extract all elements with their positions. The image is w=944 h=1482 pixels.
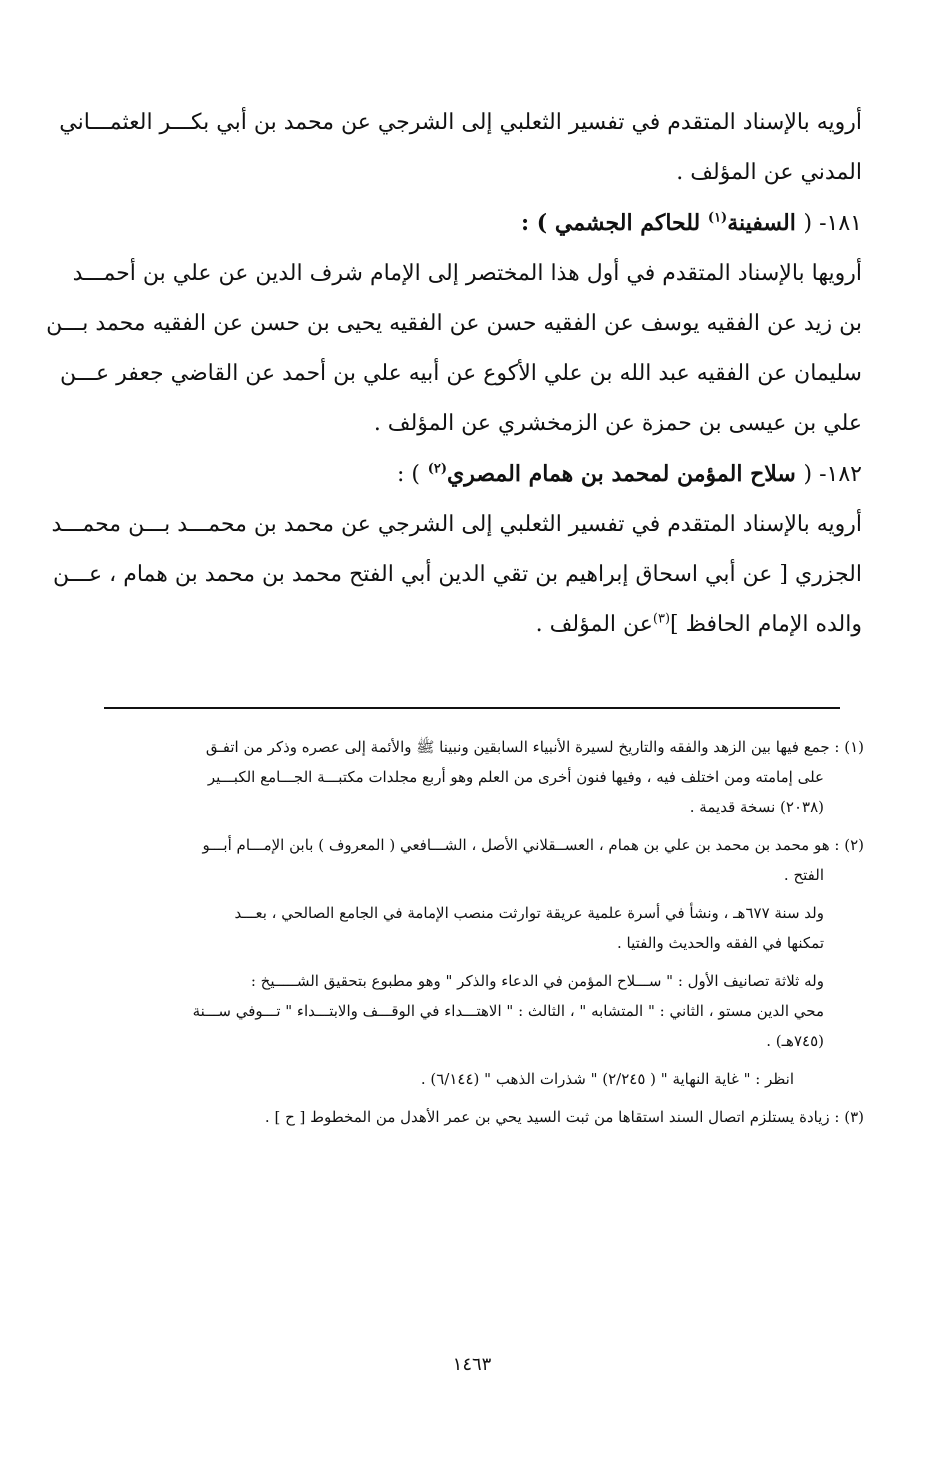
text-line [102,600,862,650]
footnote-line: (٣) : زيادة يستلزم اتصال السند استقاها من ثبت السيد يحي بن عمر الأهدل من المخطوط [ ح ] . [264,1108,864,1126]
entry-author: للحاكم الجشمي ) : [521,210,708,236]
text-line: أرويها بالإسناد المتقدم في أول هذا المختصر إلى الإمام شرف الدين عن علي بن أحمـــد [72,261,862,286]
footnote-2-paragraph-2 [100,898,864,958]
footnote-line: انظر : " غاية النهاية " ( ٢/٢٤٥) " شذرات الذهب " (٦/١٤٤) . [420,1070,794,1088]
footnote-line: (٢٠٣٨) نسخة قديمة . [689,798,824,816]
text-line: بن زيد عن الفقيه يوسف عن الفقيه حسن عن الفقيه يحيى بن حسن عن الفقيه محمد بـــن [46,311,862,336]
footnote-2-paragraph-3 [100,966,864,1056]
text-line: المدني عن المؤلف . [676,160,862,185]
footnote-divider [104,707,840,709]
entry-heading-181 [102,198,862,249]
footnote-line: (١) : جمع فيها بين الزهد والفقه والتاريخ لسيرة الأنبياء السابقين ونبينا ﷺ والأئمة إلى عصره وذكر من اتفـق [205,738,864,756]
footnote-line: (٧٤٥هـ) . [766,1032,824,1050]
paragraph-1 [59,98,862,198]
entry-close: ) : [397,462,421,487]
main-text [46,98,862,650]
entry-title: السفينة [727,210,796,236]
paragraph-3 [51,500,862,650]
footnote-1 [100,732,864,822]
footnote-2-paragraph-4 [100,1064,864,1094]
footnote-line: على إمامته ومن اختلف فيه ، وفيها فنون أخرى من العلم وهو أربع مجلدات مكتبـــة الجـــامع الكبـــير [207,768,824,786]
text-segment: والده الإمام الحافظ ] [670,612,862,637]
footnote-ref: (٣) [652,611,671,627]
paragraph-2 [46,249,862,449]
footnote-2 [100,830,864,890]
entry-number: ١٨١- ( [803,211,862,236]
entry-title: سلاح المؤمن لمحمد بن همام المصري [446,461,796,487]
footnote-line: وله ثلاثة تصانيف الأول : " ســـلاح المؤمن في الدعاء والذكر " وهو مطبوع بتحقيق الشـــــيخ : [250,972,824,990]
footnote-line: الفتح . [783,866,824,884]
entry-number: ١٨٢- ( [803,462,862,487]
page-number: ١٤٦٣ [452,1354,492,1375]
footnote-line: (٢) : هو محمد بن محمد بن علي بن همام ، العســقلاني الأصل ، الشـــافعي ( المعروف ) بابن الإمـــام أبـــو [202,836,864,854]
footnote-ref: (٢) [427,461,447,477]
footnote-line: ولد سنة ٦٧٧هـ ، ونشأ في أسرة علمية عريقة توارثت منصب الإمامة في الجامع الصالحي ، بعـــد [234,904,824,922]
text-line: الجزري [ عن أبي اسحاق إبراهيم بن تقي الدين أبي الفتح محمد بن محمد بن همام ، عـــن [52,562,862,587]
footnote-line: محي الدين مستو ، الثاني : " المتشابه " ، الثالث : " الاهتـــداء في الوقـــف والابتـــداء " تـــوفي ســـنة [192,1002,824,1020]
text-line: علي بن عيسى بن حمزة عن الزمخشري عن المؤلف . [373,411,862,436]
footnote-ref: (١) [707,210,728,226]
footnote-3 [100,1102,864,1132]
text-segment: عن المؤلف . [535,612,653,637]
footnotes [100,732,864,1140]
text-line: أرويه بالإسناد المتقدم في تفسير الثعلبي إلى الشرجي عن محمد بن محمـــد بـــن محمـــد [51,512,862,537]
entry-heading-182 [102,449,862,500]
footnote-line: تمكنها في الفقه والحديث والفتيا . [616,934,824,952]
text-line: سليمان عن الفقيه عبد الله بن علي الأكوع عن أبيه علي بن أحمد عن القاضي جعفر عـــن [59,361,862,386]
text-line: أرويه بالإسناد المتقدم في تفسير الثعلبي إلى الشرجي عن محمد بن أبي بكـــر العثمـــاني [59,110,862,135]
